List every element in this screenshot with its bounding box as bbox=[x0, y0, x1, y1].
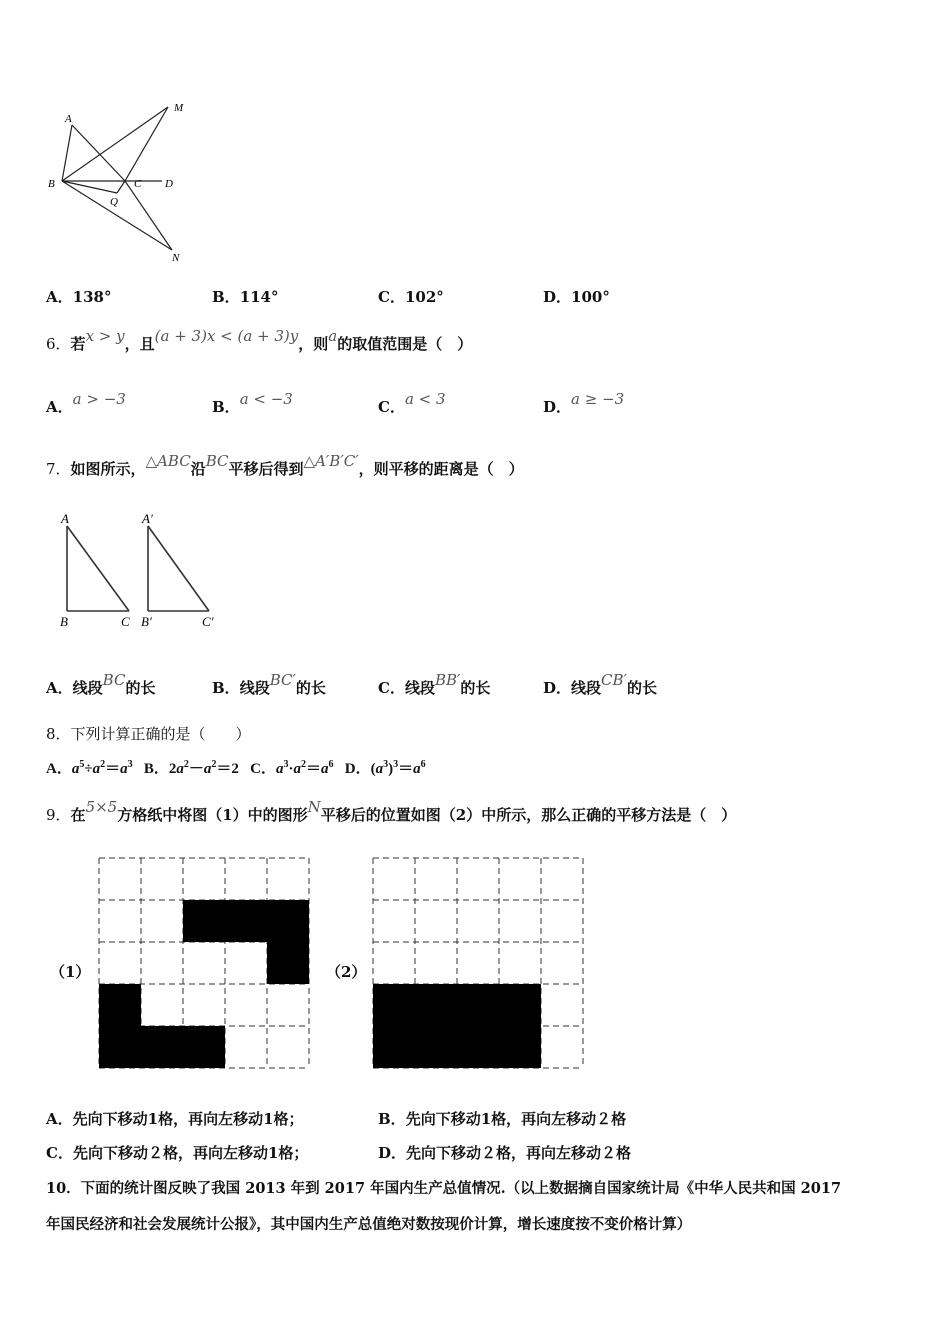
q5-option-b: B．114° bbox=[212, 288, 279, 306]
q5-label-c: C bbox=[134, 178, 142, 190]
q9-grid-2 bbox=[370, 855, 586, 1071]
q7-option-c: C．线段BB′的长 bbox=[378, 671, 491, 697]
q9-fig2-label: （2） bbox=[326, 963, 367, 981]
q6-option-a: A．a > −3 bbox=[46, 390, 126, 416]
q7-label-b: B bbox=[60, 614, 68, 629]
q5-figure bbox=[40, 95, 200, 270]
q9-option-d: D．先向下移动２格，再向左移动２格 bbox=[378, 1144, 632, 1162]
q10-stem-line2: 年国民经济和社会发展统计公报》，其中国内生产总值绝对数按现价计算，增长速度按不变价格计算） bbox=[46, 1216, 692, 1233]
q5-option-d: D．100° bbox=[543, 288, 610, 306]
q9-option-c: C．先向下移动２格，再向左移动1格； bbox=[46, 1144, 309, 1162]
q9-fig1-label: （1） bbox=[50, 963, 91, 981]
q7-figure bbox=[55, 508, 230, 633]
q8-options: A．$a^5\div a^2=a^3$ B．$2a^2-a^2=2$ C．$a^3\cdot a^2=a^6$ D．$(a^3)^3=a^6$ bbox=[46, 759, 426, 777]
q7-label-c-prime: C′ bbox=[202, 614, 214, 629]
q9-shape-translated bbox=[373, 984, 541, 1068]
q7-option-d: D．线段CB′的长 bbox=[543, 671, 657, 697]
q9-shape-2-left bbox=[99, 984, 141, 1068]
q5-option-c: C．102° bbox=[378, 288, 444, 306]
q6-stem: 6．若x > y，且(a + 3)x < (a + 3)y，则a的取值范围是（ ） bbox=[46, 327, 473, 353]
q5-label-a: A bbox=[65, 113, 72, 125]
q10-stem-line1: 10．下面的统计图反映了我国 2013 年到 2017 年国内生产总值情况.（以上数据摘自国家统计局《中华人民共和国 2017 bbox=[46, 1180, 842, 1197]
q9-shape-1-top bbox=[183, 900, 309, 942]
q6-option-c: C．a < 3 bbox=[378, 390, 446, 416]
q8-stem: 8．下列计算正确的是（ ） bbox=[46, 725, 251, 743]
q5-label-q: Q bbox=[110, 196, 118, 208]
q9-option-a: A．先向下移动1格，再向左移动1格； bbox=[46, 1110, 304, 1128]
q7-option-b: B．线段BC′的长 bbox=[212, 671, 326, 697]
q5-label-m: M bbox=[174, 102, 184, 114]
q7-label-a-prime: A′ bbox=[142, 511, 153, 526]
q9-stem: 9．在5×5方格纸中将图（1）中的图形N平移后的位置如图（2）中所示，那么正确的平移方法是（ ） bbox=[46, 798, 737, 824]
q9-shape-1-right bbox=[267, 942, 309, 984]
q5-label-n: N bbox=[172, 252, 180, 264]
q7-label-b-prime: B′ bbox=[141, 614, 152, 629]
q7-label-a: A bbox=[61, 511, 69, 526]
q9-shape-2-bottom bbox=[141, 1026, 225, 1068]
q6-option-d: D．a ≥ −3 bbox=[543, 390, 625, 416]
q5-label-b: B bbox=[48, 178, 55, 190]
q6-option-b: B．a < −3 bbox=[212, 390, 293, 416]
q7-stem: 7．如图所示，△ABC沿BC平移后得到△A′B′C′，则平移的距离是（ ） bbox=[46, 452, 524, 478]
q7-option-a: A．线段BC的长 bbox=[46, 671, 156, 697]
q5-option-a: A．138° bbox=[46, 288, 112, 306]
q9-option-b: B．先向下移动1格，再向左移动２格 bbox=[378, 1110, 627, 1128]
q5-label-d: D bbox=[165, 178, 173, 190]
q9-grid-1 bbox=[96, 855, 312, 1071]
q7-label-c: C bbox=[121, 614, 130, 629]
